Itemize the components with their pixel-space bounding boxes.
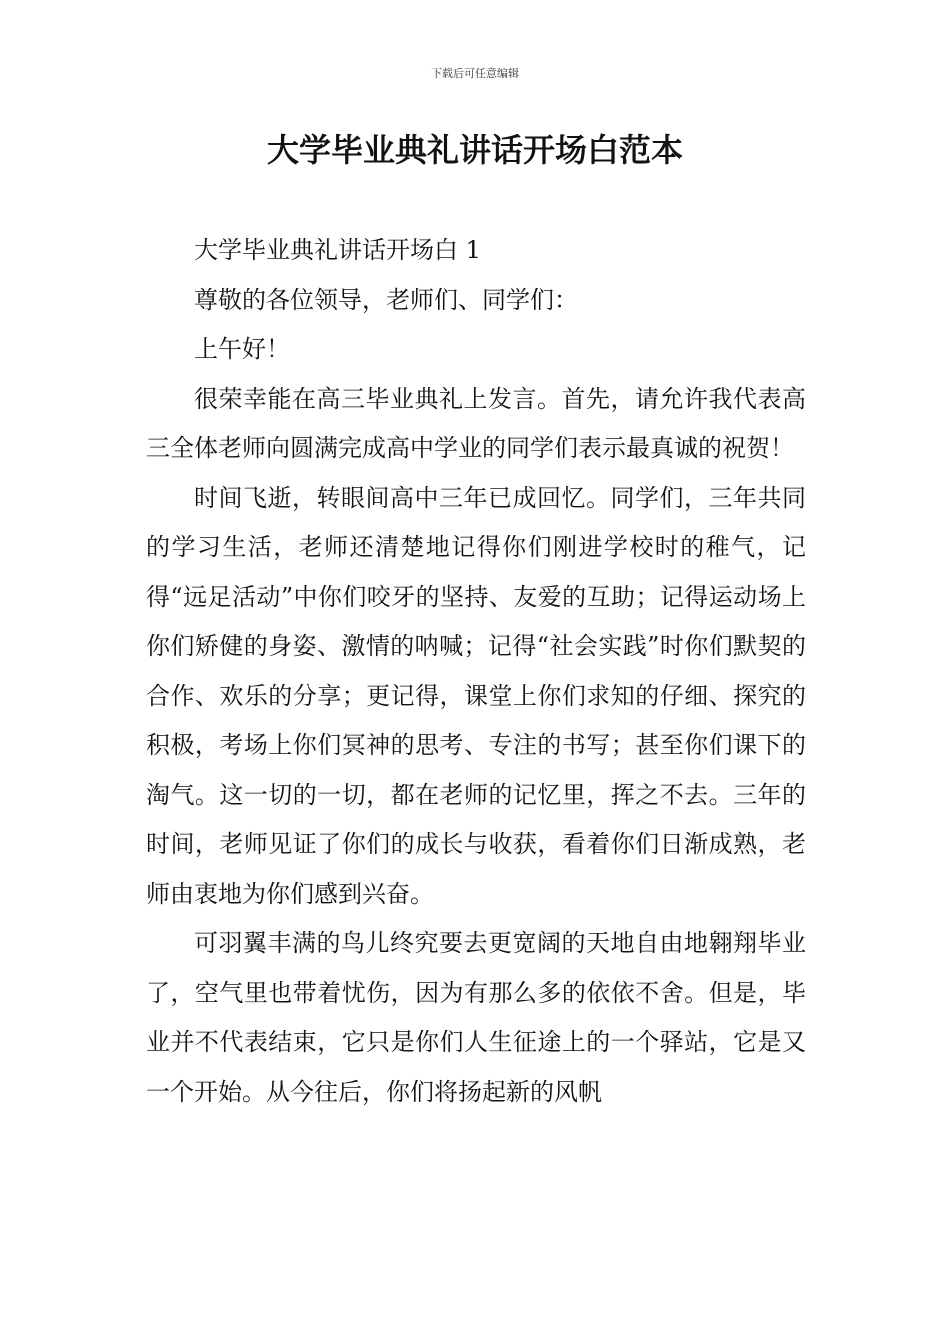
greeting-paragraph: 上午好！ [194,335,290,363]
body-paragraph: 可羽翼丰满的鸟儿终究要去更宽阔的天地自由地翱翔毕业了，空气里也带着忧伤，因为有那么多的依依不舍。但是，毕业并不代表结束，它只是你们人生征途上的一个驿站，它是又一个开始。从今往后，你们将扬起新的风帆 [146,929,806,1106]
salutation-paragraph: 尊敬的各位领导，老师们、同学们： [194,285,578,314]
document-body [146,226,806,1117]
body-paragraph: 时间飞逝，转眼间高中三年已成回忆。同学们，三年共同的学习生活，老师还清楚地记得你们刚进学校时的稚气，记得“远足活动”中你们咬牙的坚持、友爱的互助；记得运动场上你们矫健的身姿、激情的呐喊；记得“社会实践”时你们默契的合作、欢乐的分享；更记得，课堂上你们求知的仔细、探究的积极，考场上你们冥神的思考、专注的书写；甚至你们课下的淘气。这一切的一切，都在老师的记忆里，挥之不去。三年的时间，老师见证了你们的成长与收获，看着你们日渐成熟，老师由衷地为你们感到兴奋。 [146,483,806,908]
subtitle-paragraph: 大学毕业典礼讲话开场白 1 [194,236,481,264]
document-title: 大学毕业典礼讲话开场白范本 [266,131,683,169]
body-paragraph: 很荣幸能在高三毕业典礼上发言。首先，请允许我代表高三全体老师向圆满完成高中学业的同学们表示最真诚的祝贺！ [146,384,806,462]
header-note: 下载后可任意编辑 [431,67,519,80]
